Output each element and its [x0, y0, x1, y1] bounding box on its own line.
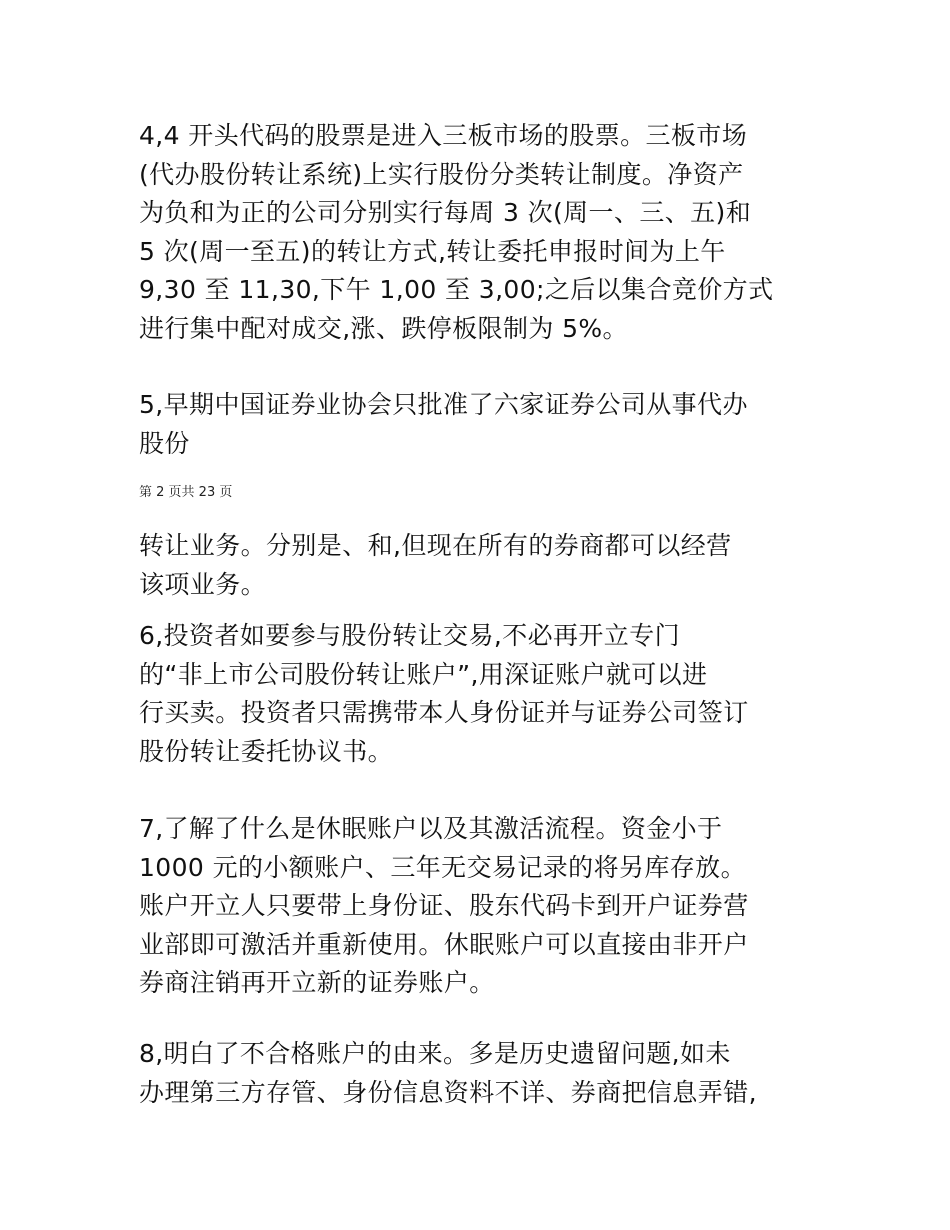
text-line: 转让业务。分别是、和,但现在所有的券商都可以经营: [139, 531, 732, 560]
text-line: (代办股份转让系统)上实行股份分类转让制度。净资产: [139, 159, 744, 189]
text-line: 7,了解了什么是休眠账户以及其激活流程。资金小于: [139, 814, 723, 843]
text-line: 行买卖。投资者只需携带本人身份证并与证券公司签订: [139, 698, 749, 728]
paragraph-6: [139, 617, 839, 771]
text-line: 股份转让委托协议书。: [139, 736, 394, 766]
paragraph-5: [139, 386, 839, 463]
text-line: 账户开立人只要带上身份证、股东代码卡到开户证券营: [139, 891, 749, 921]
page-number-footer: 第 2 页共 23 页: [139, 485, 233, 500]
text-line: 9,30 至 11,30,下午 1,00 至 3,00;之后以集合竞价方式: [139, 275, 774, 305]
paragraph-8: [139, 1035, 839, 1112]
paragraph-5-continued: [139, 527, 839, 604]
paragraph-4: [139, 117, 839, 349]
text-line: 券商注销再开立新的证券账户。: [139, 968, 495, 998]
text-line: 办理第三方存管、身份信息资料不详、券商把信息弄错,: [139, 1077, 757, 1107]
text-line: 进行集中配对成交,涨、跌停板限制为 5%。: [139, 313, 628, 343]
text-line: 1000 元的小额账户、三年无交易记录的将另库存放。: [139, 852, 746, 882]
paragraph-7: [139, 810, 839, 1003]
text-line: 该项业务。: [139, 569, 267, 599]
text-line: 8,明白了不合格账户的由来。多是历史遗留问题,如未: [139, 1039, 731, 1068]
text-line: 股份: [139, 428, 190, 458]
text-line: 的“非上市公司股份转让账户”,用深证账户就可以进: [139, 659, 708, 689]
text-line: 6,投资者如要参与股份转让交易,不必再开立专门: [139, 621, 681, 650]
text-line: 5 次(周一至五)的转让方式,转让委托申报时间为上午: [139, 236, 726, 266]
text-line: 为负和为正的公司分别实行每周 3 次(周一、三、五)和: [139, 198, 752, 228]
text-line: 5,早期中国证券业协会只批准了六家证券公司从事代办: [139, 390, 748, 419]
text-line: 业部即可激活并重新使用。休眠账户可以直接由非开户: [139, 929, 749, 959]
text-line: 4,4 开头代码的股票是进入三板市场的股票。三板市场: [139, 121, 748, 150]
